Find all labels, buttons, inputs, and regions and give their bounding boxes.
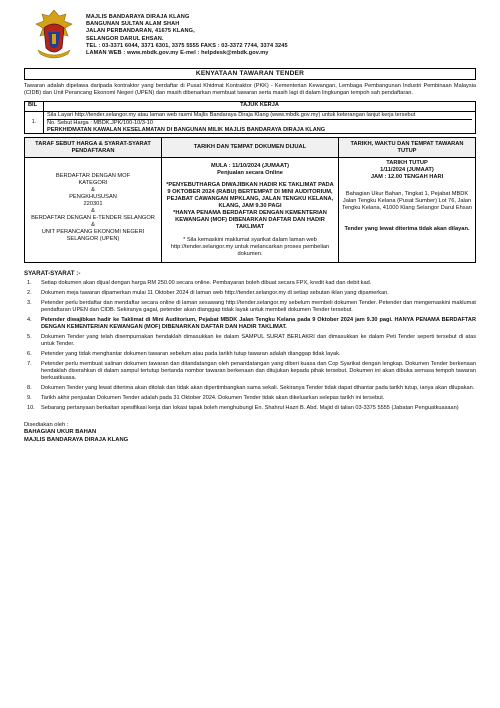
council-name: MAJLIS BANDARAYA DIRAJA KLANG bbox=[24, 436, 129, 443]
list-item: 7. Petender perlu membuat salinan dokumen tawaran dan ditandatangan oleh penandatangan yang diberi kuasa dan Cop Syarikat dengan lengkap. Dokumen Tender berkenaan hendaklah diserahkan di dalam sampul tertutup bertanda nombor tawaran berkenaan dan ditujukan kepada pihak tersebut. Dokumen ini akan dibuka semasa tempoh tawaran berkuatkuasa. bbox=[27, 360, 476, 382]
bil-number: 1. bbox=[25, 112, 44, 134]
registration-cell bbox=[25, 158, 162, 263]
registration-line: BERDAFTAR DENGAN E-TENDER SELANGOR bbox=[31, 215, 155, 222]
list-item: 10. Sebarang pertanyaan berkaitan spesifikasi kerja dan lokasi tapak boleh menghubungi En. Shahrul Hazri B. Abd. Majid di talian 03-3375 5555 (Jabatan Penguatkuasaan) bbox=[27, 404, 459, 411]
quotation-number: No. Sebut Harga : MBDK.JPK/100-10/3-10 bbox=[47, 119, 154, 126]
list-item: 2. Dokumen meja tawaran dipamerkan mulai 11 Oktober 2024 di laman web http://tender.selangor.my di setiap sebutan iklan yang dipamerkan. bbox=[27, 290, 389, 297]
closing-place: Bahagian Ukur Bahan, Tingkat 1, Pejabat MBDK Jalan Tengku Kelana (Pusat Sumber) Lot 76, Jalan Tengku Kelana, 41000 Klang Selangor Darul Ehsan bbox=[342, 191, 472, 212]
tajuk-header: TAJUK KERJA bbox=[44, 102, 476, 112]
signature-block bbox=[24, 422, 476, 444]
work-title: PERKHIDMATAN KAWALAN KESELAMATAN DI BANGUNAN MILIK MAJLIS BANDARAYA DIRAJA KLANG bbox=[47, 126, 326, 133]
work-title-cell bbox=[44, 112, 476, 134]
council-crest-icon bbox=[32, 8, 76, 60]
update-note: * Sila kemaskini maklumat syarikat dalam laman web http://tender.selangor.my untuk melancarkan proses pembelian dokumen. bbox=[170, 237, 330, 258]
list-item: 1. Setiap dokumen akan dijual dengan harga RM 250.00 secara online. Pembayaran boleh dibuat secara FPX, kredit kad dan debit kad. bbox=[27, 280, 372, 287]
address-line: MAJLIS BANDARAYA DIRAJA KLANG bbox=[86, 14, 190, 20]
registration-line: PENGKHUSUSAN bbox=[69, 194, 117, 201]
list-item: 8. Dokumen Tender yang lewat diterima akan ditolak dan tidak akan dipertimbangkan sama sekali. Sekiranya Tender tidak dapat dihantar pada tarikh tutup, ianya akan dilupakan. bbox=[27, 384, 475, 391]
registration-line: & bbox=[91, 187, 95, 194]
address-line: JALAN PERBANDARAN, 41675 KLANG, bbox=[86, 28, 195, 35]
conditions-title: SYARAT-SYARAT :- bbox=[24, 270, 81, 278]
registration-line: 220301 bbox=[83, 201, 103, 208]
department-name: BAHAGIAN UKUR BAHAN bbox=[24, 429, 97, 436]
notice-title: KENYATAAN TAWARAN TENDER bbox=[24, 68, 476, 80]
closing-cell bbox=[339, 158, 476, 263]
registration-line: & bbox=[91, 208, 95, 215]
list-item: 6. Petender yang tidak menghantar dokumen tawaran sebelum atau pada tarikh tutup tawaran adalah dianggap tidak layak. bbox=[27, 350, 341, 357]
address-line: TEL : 03-3371 6044, 3371 6301, 3375 5555 FAKS : 03-3372 7744, 3374 3245 bbox=[86, 42, 288, 49]
sale-online: Penjualan secara Online bbox=[217, 170, 283, 177]
address-line: LAMAN WEB : www.mbdk.gov.my E-mel : helpdesk@mbdk.gov.my bbox=[86, 50, 269, 57]
list-item: 3. Petender perlu berdaftar dan mendaftar secara online di laman sesawang http://tender.selangor.my sebelum membeli dokumen Tender. Petender dan mengemaskini maklumat pendaftaran UPEN dan CIDB. Sekiranya gagal, petender akan dianggap tidak layak untuk membeli dokumen Tender tersebut. bbox=[27, 299, 476, 314]
briefing-note: *PENYEBUTHARGA DIWAJIBKAN HADIR KE TAKLIMAT PADA 9 OKTOBER 2024 (RABU) BERTEMPAT DI MINI AUDITORIUM, PEJABAT CAWANGAN MPKLANG, JALAN TENGKU KELANA, KLANG, JAM 9.30 PAGI bbox=[166, 182, 334, 210]
closing-date: 1/11/2024 (JUMAAT) bbox=[380, 167, 434, 174]
closing-label: TARIKH TUTUP bbox=[386, 160, 428, 167]
list-item: 4. Petender diwajibkan hadir ke Taklimat di Mini Auditorium, Pejabat MBDK Jalan Tengku Kelana pada 9 Oktober 2024 jam 9.30 pagi. HANYA PENAMA BERDAFTAR DENGAN KEMENTERIAN KEWANGAN (MOF) DIBENARKAN DAFTAR DAN HADIR TAKLIMAT. bbox=[27, 316, 476, 331]
tender-info-table bbox=[24, 137, 476, 263]
list-item: 9. Tarikh akhir penjualan Dokumen Tender adalah pada 31 Oktober 2024. Dokumen Tender tidak akan dikeluarkan selepas tarikh ini tersebut. bbox=[27, 394, 385, 401]
work-title-table bbox=[24, 101, 476, 134]
briefing-eligibility: *HANYA PENAMA BERDAFTAR DENGAN KEMENTERIAN KEWANGAN (MOF) DIBENARKAN DAFTAR DAN HADIR TAKLIMAT bbox=[173, 210, 327, 231]
registration-line: & bbox=[91, 222, 95, 229]
list-item: 5. Dokumen Tender yang telah disempurnakan hendaklah dimasukkan ke dalam SAMPUL SURAT BERLAKRI dan dimasukkan ke dalam Peti Tender seperti tersebut di atas untuk Tender. bbox=[27, 333, 476, 348]
address-line: SELANGOR DARUL EHSAN. bbox=[86, 35, 164, 42]
intro-paragraph: Tawaran adalah dipelawa daripada kontraktor yang berdaftar di Pusat Khidmat Kontraktor (PKK) - Kementerian Kewangan, Lembaga Pembangunan Industri Pembinaan Malaysia (CIDB) dan Unit Perancang Ekonomi Negeri (UPEN) dan masih dibenarkan membuat tawaran serta masih lagi di dalam lingkungan tempoh sah pendaftaran. bbox=[24, 83, 476, 96]
sale-cell bbox=[162, 158, 339, 263]
closing-header: TARIKH, WAKTU DAN TEMPAT TAWARAN TUTUP bbox=[339, 138, 476, 158]
registration-header: TARAF SEBUT HARGA & SYARAT-SYARAT PENDAFTARAN bbox=[25, 138, 162, 158]
prepared-by-label: Disediakan oleh : bbox=[24, 421, 69, 428]
bil-header: BIL bbox=[25, 102, 44, 112]
address-line: BANGUNAN SULTAN ALAM SHAH bbox=[86, 21, 180, 28]
sale-header: TARIKH DAN TEMPAT DOKUMEN DIJUAL bbox=[162, 138, 339, 158]
late-note: Tender yang lewat diterima tidak akan dilayan. bbox=[344, 226, 470, 233]
closing-time: JAM : 12.00 TENGAH HARI bbox=[370, 174, 444, 181]
registration-line: UNIT PERANCANG EKONOMI NEGERI SELANGOR (UPEN) bbox=[41, 229, 145, 243]
registration-line: BERDAFTAR DENGAN MOF bbox=[55, 173, 131, 180]
registration-line: KATEGORI bbox=[78, 180, 108, 187]
address-block bbox=[86, 14, 288, 57]
sale-start: MULA : 11/10/2024 (JUMAAT) bbox=[210, 163, 290, 170]
letterhead bbox=[24, 8, 476, 66]
conditions-list bbox=[24, 280, 476, 411]
website-note: Sila Layari http://tender.selangor.my atau laman web rasmi Majlis Bandaraya Diraja Klang (www.mbdk.gov.my) untuk keterangan lanjut kerja tersebut bbox=[47, 112, 472, 120]
